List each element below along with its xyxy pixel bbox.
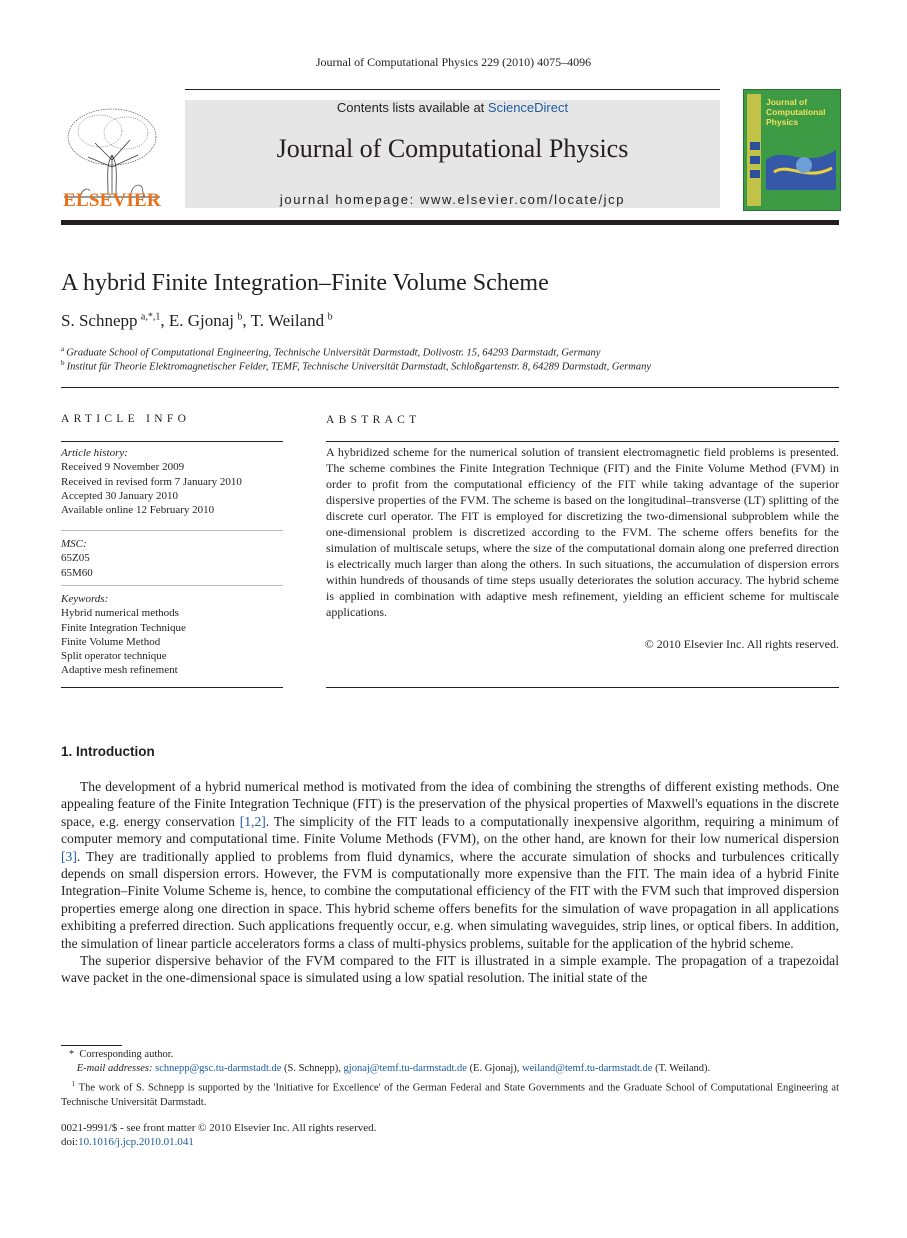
email-link[interactable]: gjonaj@temf.tu-darmstadt.de xyxy=(343,1063,467,1074)
keyword: Finite Volume Method xyxy=(61,635,161,648)
history-online: Available online 12 February 2010 xyxy=(61,504,215,517)
citation-link[interactable]: [3] xyxy=(61,848,77,864)
issn-line: 0021-9991/$ - see front matter © 2010 Elsevier Inc. All rights reserved. xyxy=(61,1122,377,1134)
msc-divider xyxy=(61,585,283,586)
msc-label: MSC: xyxy=(61,538,87,550)
keyword: Hybrid numerical methods xyxy=(61,607,179,620)
footnote-rule xyxy=(61,1045,122,1046)
publisher-name: ELSEVIER xyxy=(63,190,161,211)
contents-prefix: Contents lists available at xyxy=(336,100,488,115)
msc-codes xyxy=(61,537,283,580)
keywords xyxy=(61,592,283,678)
intro-paragraph-1: The development of a hybrid numerical method is motivated from the idea of combining the strengths of different existing methods. One appealing feature of the Finite Integration Technique (FIT) is the preservation of the physical properties of Maxwell's equations in the discrete space, e.g. energy conservation [1,2]. The simplicity of the FIT leads to a computationally inexpensive algorithm, requiring a minimum of computer memory and computational time. Finite Volume Methods (FVM), on the other hand, are known for their low numerical dispersion [3]. They are traditionally applied to problems from fluid dynamics, where the accurate simulation of shocks and turbulences critically depends on small dispersion errors. However, the FVM is computationally more expensive than the FIT. The main idea of a hybrid Finite Integration–Finite Volume Scheme is, hence, to combine the computational efficiency of the FIT with the FVM such that improved dispersion properties emerge along one direction in space. This hybrid scheme offers benefits for the simulation of wave propagation in all applications exhibiting a preferred direction. Such applications frequently occur, e.g. when simulating waveguides, strip lines, or optical fibers. In addition, the simulation of linear particle accelerators forms a class of multi-physics problems, suitable for the application of the hybrid scheme. xyxy=(61,779,839,951)
history-accepted: Accepted 30 January 2010 xyxy=(61,489,178,502)
msc-code: 65M60 xyxy=(61,566,93,579)
abstract-heading: ABSTRACT xyxy=(326,414,421,426)
affiliation-a: $^a$ Graduate School of Computational Engineering, Technische Universität Darmstadt, Dolivostr. 15, 64293 Darmstadt, Germany xyxy=(61,345,601,359)
journal-citation: Journal of Computational Physics 229 (2010) 4075–4096 xyxy=(315,55,592,69)
history-label: Article history: xyxy=(61,447,128,459)
citation-link[interactable]: [1,2] xyxy=(239,813,266,829)
article-title: A hybrid Finite Integration–Finite Volume Scheme xyxy=(61,270,549,296)
intro-paragraph-2: The superior dispersive behavior of the FVM compared to the FIT is illustrated in a simple example. The propagation of a trapezoidal wave packet in the one-dimensional space is simulated using a low spatial resolution. The initial state of the xyxy=(61,953,839,986)
keyword: Adaptive mesh refinement xyxy=(61,664,178,677)
header-rule xyxy=(185,89,720,90)
homepage-url[interactable]: www.elsevier.com/locate/jcp xyxy=(420,192,626,207)
affiliation-b: $^b$ Institut für Theorie Elektromagnetischer Felder, TEMF, Technische Universität Darmstadt, Schloßgartenstr. 8, 64289 Darmstadt, Germany xyxy=(61,359,651,373)
abstract-rule xyxy=(326,441,839,442)
header-thick-rule xyxy=(61,220,839,225)
article-info-rule xyxy=(61,441,283,442)
author-list: S. Schnepp $^{a,*,1}$, E. Gjonaj $^b$, T. Weiland $^b$ xyxy=(61,311,333,330)
history-revised: Received in revised form 7 January 2010 xyxy=(61,475,242,488)
article-info-heading: ARTICLE INFO xyxy=(61,413,191,425)
abstract-bottom-rule xyxy=(326,687,839,688)
author-2[interactable]: E. Gjonaj $^b$ xyxy=(168,311,243,330)
contents-line xyxy=(185,100,720,115)
footnote-corresponding: * Corresponding author. xyxy=(68,1049,174,1060)
author-3[interactable]: T. Weiland $^b$ xyxy=(250,311,333,330)
keyword: Split operator technique xyxy=(61,650,167,663)
footnote-emails: E-mail addresses: schnepp@gsc.tu-darmstadt.de (S. Schnepp), gjonaj@temf.tu-darmstadt.de (E. Gjonaj), weiland@temf.tu-darmstadt.de (T. Weiland). xyxy=(76,1063,711,1074)
article-info-bottom-rule xyxy=(61,687,283,688)
abstract-text: A hybridized scheme for the numerical solution of transient electromagnetic field problems is presented. The scheme combines the Finite Integration Technique (FIT) and the Finite Volume Method (FVM) in order to profit from the computational efficiency of the FIT while taking advantage of the superior dispersive properties of the FVM. The scheme is based on the longitudinal–transverse (LT) splitting of the discrete curl operator. The FIT is employed for discretizing the two-dimensional subproblem while the one-dimensional problem is discretized according to the FVM. The scheme offers benefits for the simulation of multiscale setups, where the size of the computational domain along one preferred direction is electrically much larger than along the others. In such situations, the accumulation of dispersion errors within hundreds of thousands of time steps usually deteriorates the solution accuracy. The hybrid scheme is applied in combination with adaptive mesh refinement, yielding an efficient scheme for multiscale applications. xyxy=(326,445,839,619)
abstract-copyright: © 2010 Elsevier Inc. All rights reserved. xyxy=(644,637,839,651)
doi-line: doi:10.1016/j.jcp.2010.01.041 xyxy=(61,1136,194,1148)
cover-title: Journal of Computational Physics xyxy=(766,97,826,127)
introduction-body xyxy=(61,778,839,987)
email-link[interactable]: schnepp@gsc.tu-darmstadt.de xyxy=(155,1063,282,1074)
section-heading-introduction: 1. Introduction xyxy=(61,744,155,759)
footnote-1: $^1$ The work of S. Schnepp is supported by the 'Initiative for Excellence' of the German Federal and State Governments and the Graduate School of Computational Engineering at Technische Universität Darmstadt. xyxy=(61,1080,839,1108)
journal-homepage xyxy=(185,192,720,207)
keyword: Finite Integration Technique xyxy=(61,621,186,634)
homepage-label: journal homepage: xyxy=(279,192,421,207)
doi-link[interactable]: 10.1016/j.jcp.2010.01.041 xyxy=(78,1136,194,1148)
article-history xyxy=(61,446,283,517)
affiliation-rule xyxy=(61,387,839,388)
history-received: Received 9 November 2009 xyxy=(61,461,185,474)
sciencedirect-link[interactable]: ScienceDirect xyxy=(487,100,569,115)
msc-code: 65Z05 xyxy=(61,552,90,565)
keywords-label: Keywords: xyxy=(61,593,109,605)
email-link[interactable]: weiland@temf.tu-darmstadt.de xyxy=(522,1063,653,1074)
journal-title: Journal of Computational Physics xyxy=(276,134,629,163)
history-divider xyxy=(61,530,283,531)
author-1[interactable]: S. Schnepp $^{a,*,1}$ xyxy=(61,311,161,330)
